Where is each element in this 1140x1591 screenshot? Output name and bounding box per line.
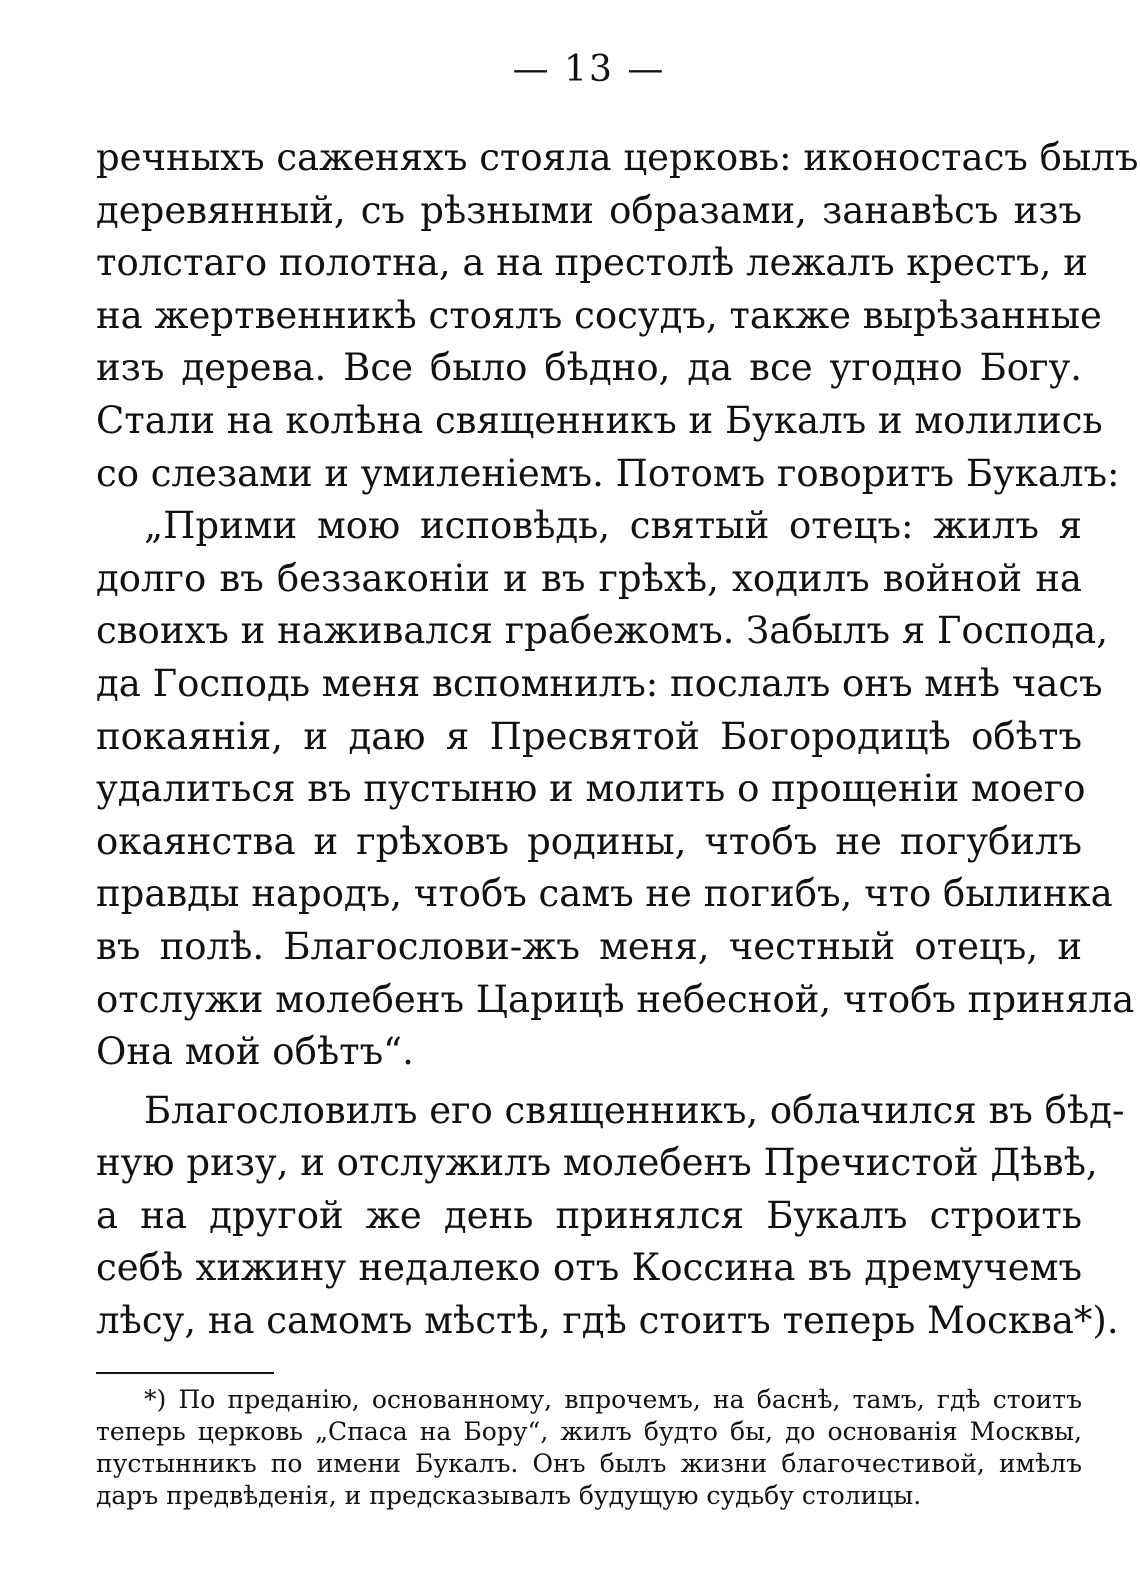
text-line: Стали на колѣна священникъ и Букалъ и молились [96, 398, 1103, 442]
text-line: деревянный, съ рѣзными образами, занавѣсъ изъ [96, 188, 1082, 232]
footnote-line: теперь церковь „Спаса на Бору“, жилъ будто бы, до основанія Москвы, [96, 1416, 1082, 1446]
paragraph-2 [96, 500, 1135, 1079]
text-line: покаянія, и даю я Пресвятой Богородицѣ обѣтъ [96, 714, 1082, 758]
text-line: ную ризу, и отслужилъ молебенъ Пречистой Дѣвѣ, [96, 1141, 1098, 1185]
page-number: — 13 — [512, 49, 666, 90]
text-line: окаянства и грѣховъ родины, чтобъ не погубилъ [96, 819, 1082, 863]
text-line: долго въ беззаконіи и въ грѣхѣ, ходилъ войной на [96, 556, 1082, 600]
text-line: со слезами и умиленіемъ. Потомъ говоритъ Букалъ: [96, 451, 1120, 495]
text-line: удалиться въ пустыню и молить о прощеніи моего [96, 767, 1086, 811]
text-line: лѣсу, на самомъ мѣстѣ, гдѣ стоитъ теперь Москва*). [96, 1299, 1119, 1343]
footnote-line: даръ предвѣденія, и предсказывалъ будущую судьбу столицы. [96, 1480, 922, 1510]
footnote-line: пустынникъ по имени Букалъ. Онъ былъ жизни благочестивой, имѣлъ [96, 1448, 1082, 1478]
paragraph-3 [96, 1085, 1125, 1348]
text-line: Она мой обѣтъ“. [96, 1030, 414, 1074]
text-line: „Прими мою исповѣдь, святый отецъ: жилъ я [144, 504, 1082, 548]
text-line: а на другой же день принялся Букалъ строить [96, 1193, 1082, 1237]
text-line: въ полѣ. Благослови-жъ меня, честный отецъ, и [96, 924, 1082, 968]
text-line: себѣ хижину недалеко отъ Коссина въ дремучемъ [96, 1246, 1082, 1290]
paragraph-1 [96, 132, 1139, 500]
text-line: да Господь меня вспомнилъ: послалъ онъ мнѣ часъ [96, 661, 1103, 705]
text-line: речныхъ саженяхъ стояла церковь: иконостасъ былъ [96, 136, 1139, 179]
book-page [96, 40, 1139, 1512]
text-line: правды народъ, чтобъ самъ не погибъ, что былинка [96, 872, 1113, 916]
footnote [96, 1384, 1082, 1512]
text-line: изъ дерева. Все было бѣдно, да все угодно Богу. [96, 346, 1082, 390]
text-line: на жертвенникѣ стоялъ сосудъ, также вырѣзанные [96, 293, 1102, 337]
text-line: своихъ и наживался грабежомъ. Забылъ я Господа, [96, 609, 1108, 653]
footnote-line: *) По преданію, основанному, впрочемъ, на баснѣ, тамъ, гдѣ стоитъ [144, 1384, 1082, 1414]
text-line: отслужи молебенъ Царицѣ небесной, чтобъ приняла [96, 977, 1135, 1021]
footnote-divider [96, 1372, 274, 1374]
text-line: толстаго полотна, а на престолѣ лежалъ крестъ, и [96, 241, 1088, 285]
text-line: Благословилъ его священникъ, облачился въ бѣд- [144, 1088, 1125, 1132]
